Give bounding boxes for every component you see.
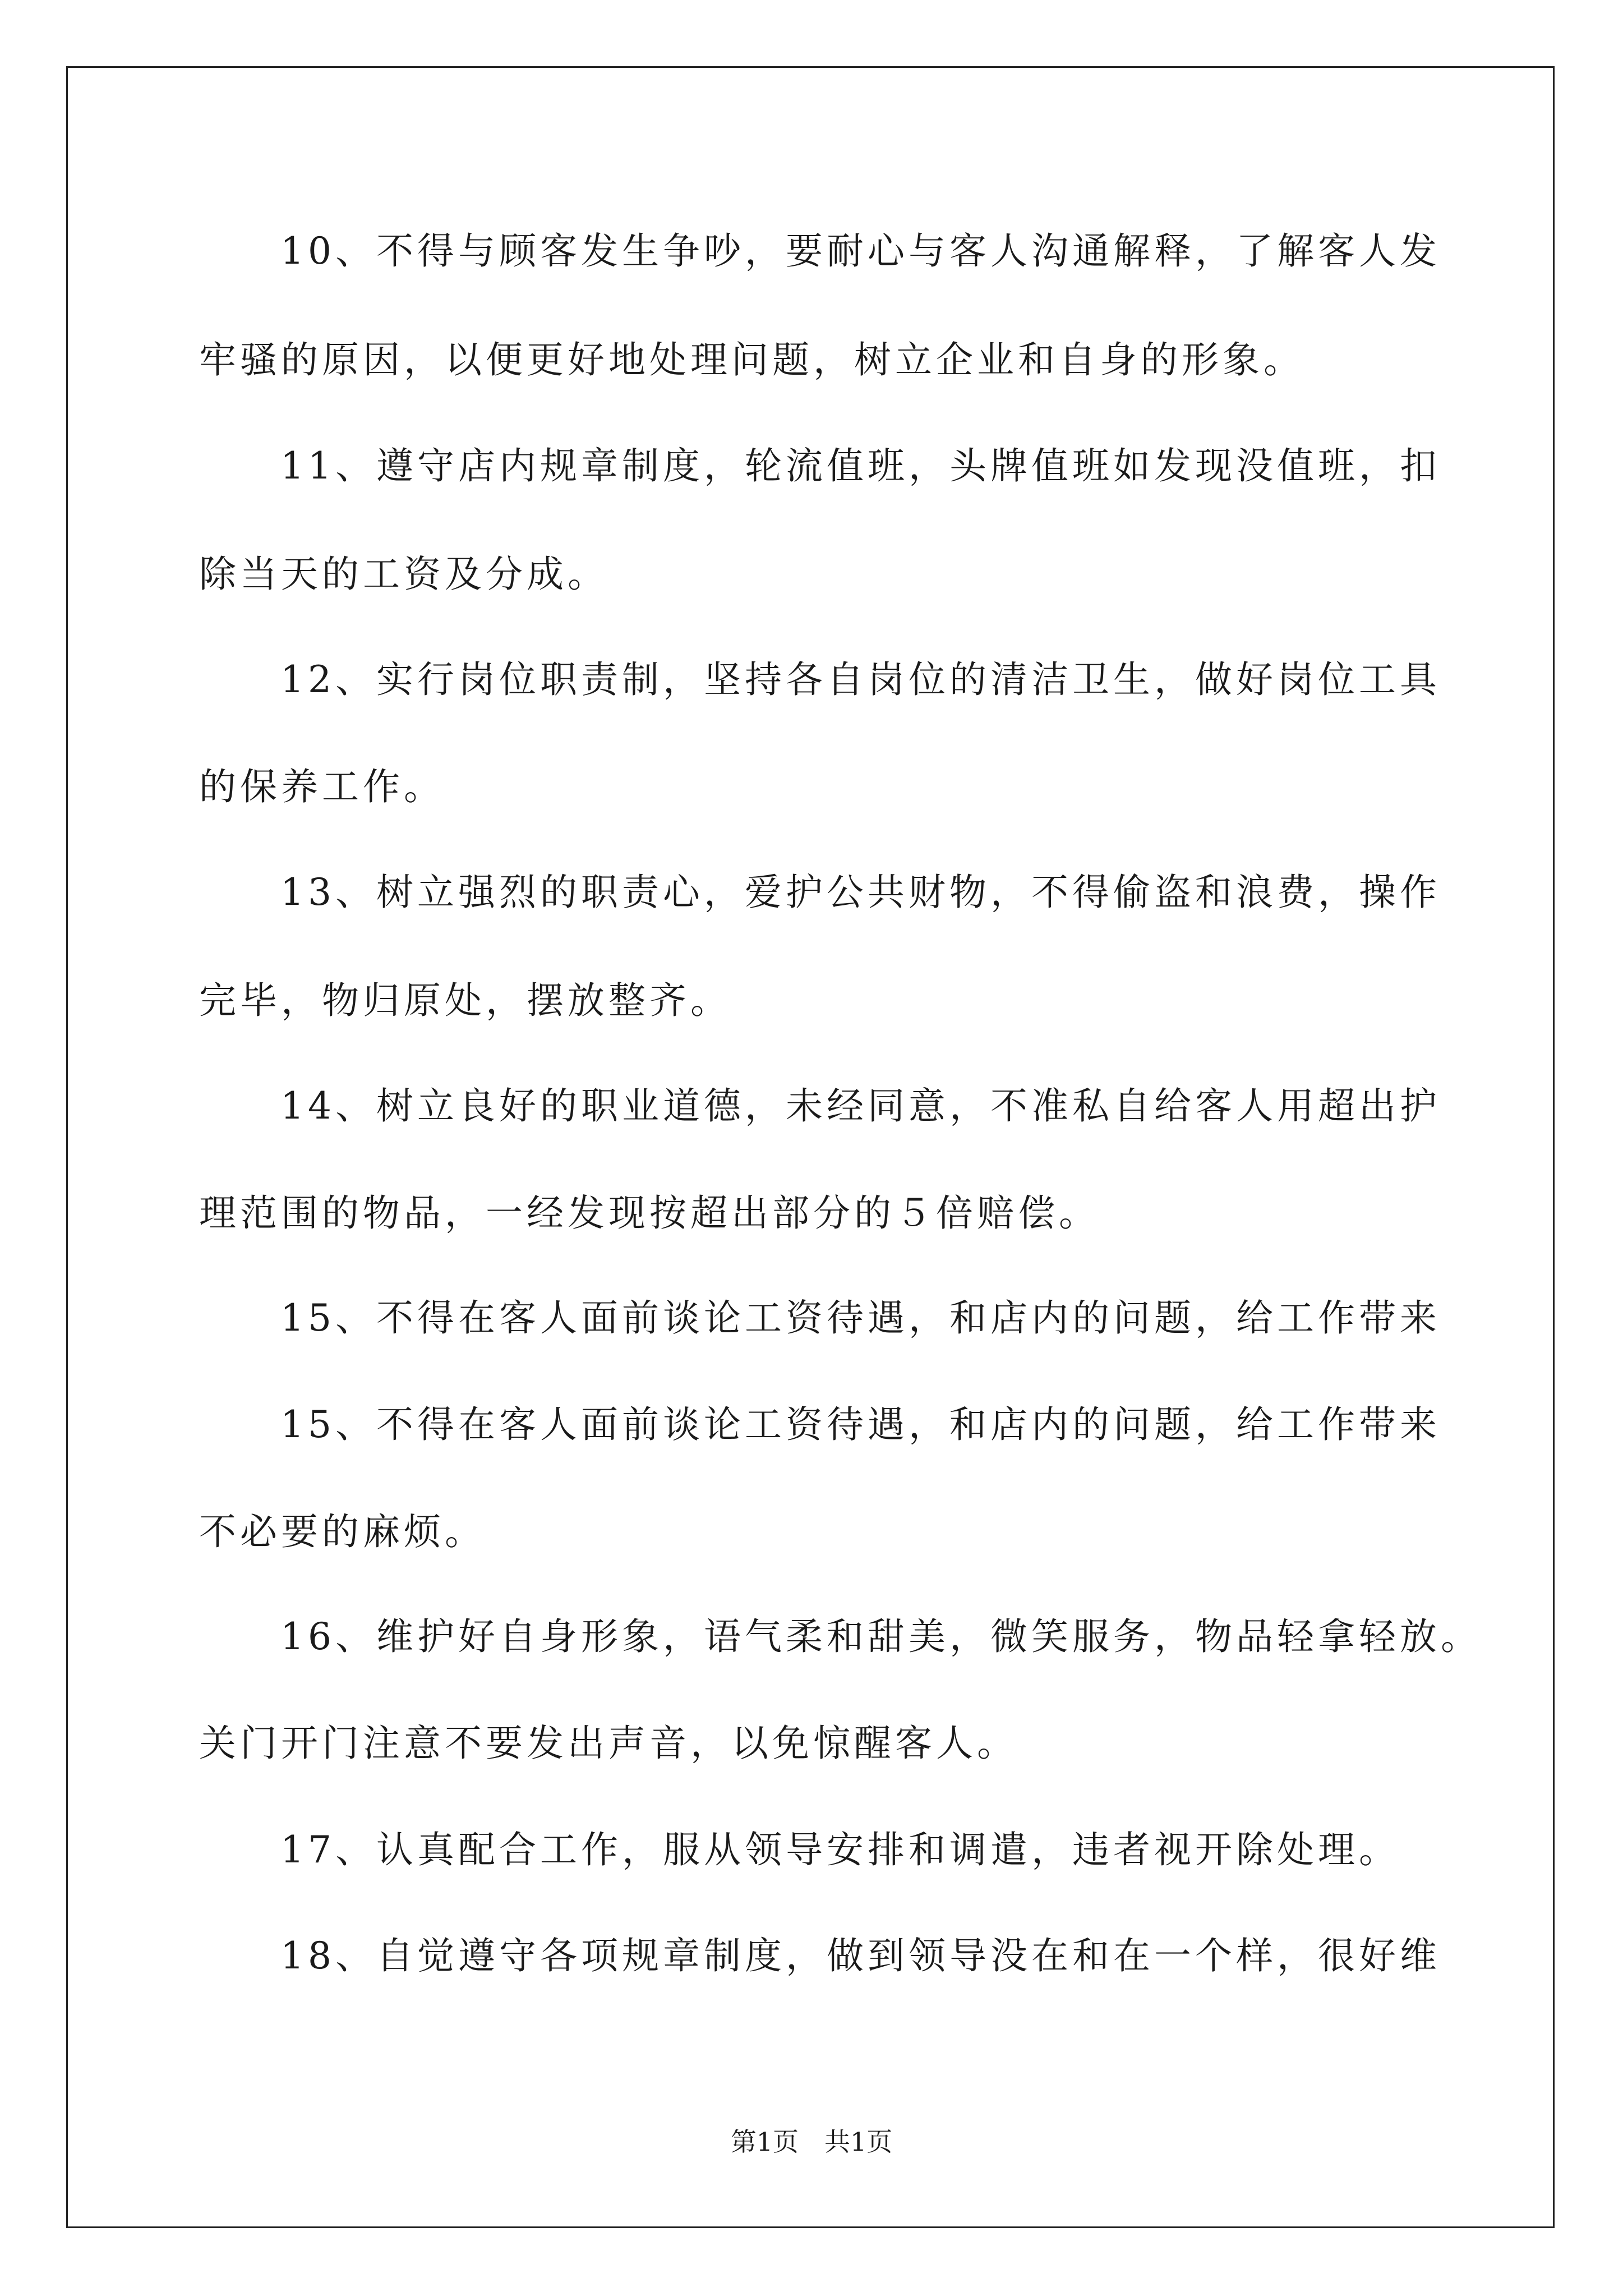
paragraph-16-line-1: 16、维护好自身形象，语气柔和甜美，微笑服务，物品轻拿轻放。 (280, 1615, 1482, 1658)
paragraph-14-line-1: 14、树立良好的职业道德，未经同意，不准私自给客人用超出护 (280, 1084, 1441, 1128)
page-border (66, 66, 1555, 2228)
page-number-footer: 第1页 共1页 (730, 2127, 893, 2157)
paragraph-10-line-2: 牢骚的原因，以便更好地处理问题，树立企业和自身的形象。 (199, 338, 1304, 381)
paragraph-10-line-1: 10、不得与顾客发生争吵，要耐心与客人沟通解释，了解客人发 (280, 229, 1441, 273)
paragraph-15b-line-1: 15、不得在客人面前谈论工资待遇，和店内的问题，给工作带来 (280, 1403, 1441, 1446)
paragraph-15-line-1: 15、不得在客人面前谈论工资待遇，和店内的问题，给工作带来 (280, 1296, 1441, 1340)
paragraph-14-line-2: 理范围的物品，一经发现按超出部分的５倍赔偿。 (199, 1191, 1100, 1235)
paragraph-15b-line-2: 不必要的麻烦。 (199, 1510, 486, 1553)
paragraph-16-line-2: 关门开门注意不要发出声音，以免惊醒客人。 (199, 1722, 1018, 1765)
paragraph-13-line-2: 完毕，物归原处，摆放整齐。 (199, 979, 731, 1022)
paragraph-12-line-1: 12、实行岗位职责制，坚持各自岗位的清洁卫生，做好岗位工具 (280, 658, 1441, 701)
paragraph-12-line-2: 的保养工作。 (199, 765, 445, 808)
paragraph-18-line-1: 18、自觉遵守各项规章制度，做到领导没在和在一个样，很好维 (280, 1934, 1441, 1977)
paragraph-11-line-1: 11、遵守店内规章制度，轮流值班，头牌值班如发现没值班，扣 (280, 444, 1441, 487)
paragraph-17-line-1: 17、认真配合工作，服从领导安排和调遣，违者视开除处理。 (280, 1828, 1400, 1871)
paragraph-11-line-2: 除当天的工资及分成。 (199, 553, 608, 596)
paragraph-13-line-1: 13、树立强烈的职责心，爱护公共财物，不得偷盗和浪费，操作 (280, 871, 1441, 914)
